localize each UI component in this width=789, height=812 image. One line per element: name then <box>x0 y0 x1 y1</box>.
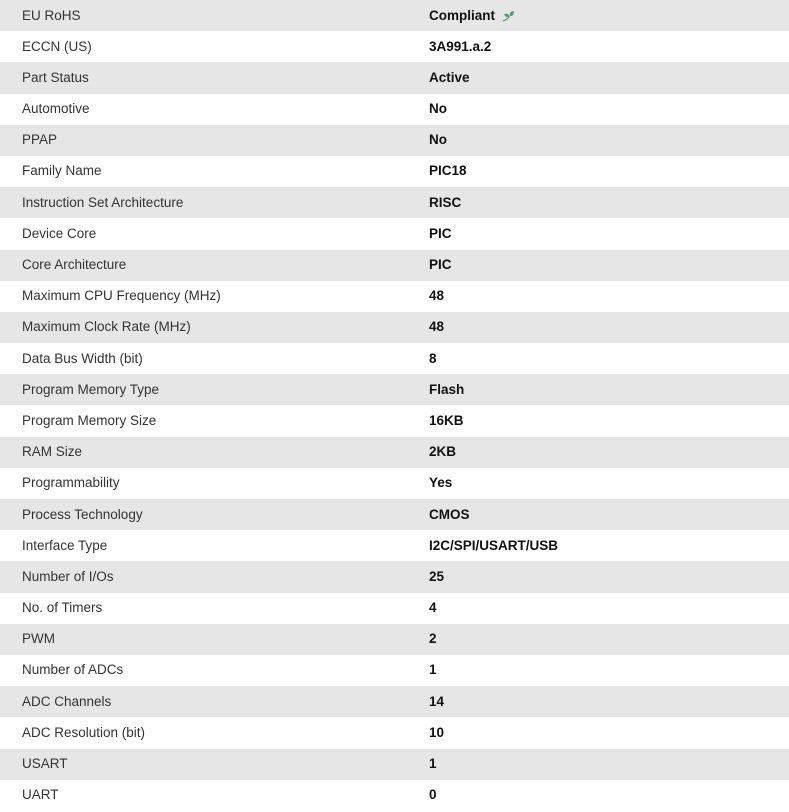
value-wrapper <box>429 413 789 429</box>
value-wrapper <box>429 132 789 148</box>
table-row <box>0 468 789 499</box>
table-row <box>0 749 789 780</box>
attribute-name-cell: Program Memory Type <box>22 381 160 397</box>
table-row <box>0 94 789 125</box>
attribute-value-cell <box>407 0 789 31</box>
attribute-name-cell: Number of I/Os <box>22 568 114 584</box>
attribute-name-cell: EU RoHS <box>22 7 81 23</box>
attribute-name-cell: Maximum Clock Rate (MHz) <box>22 319 191 335</box>
table-row <box>0 655 789 686</box>
attribute-name-cell: Part Status <box>22 69 89 85</box>
value-wrapper <box>429 725 789 741</box>
attribute-name-cell: Instruction Set Architecture <box>22 194 184 210</box>
attribute-value-cell <box>407 31 789 62</box>
leaf-icon <box>502 9 517 22</box>
attribute-value-text: 1 <box>429 756 437 771</box>
attribute-value-text: Active <box>429 69 470 85</box>
attribute-value-text: No <box>429 132 447 148</box>
value-wrapper <box>429 101 789 117</box>
table-row <box>0 374 789 405</box>
value-wrapper <box>429 319 789 335</box>
attribute-name-cell: Program Memory Size <box>22 412 157 428</box>
attribute-name-cell: PWM <box>22 631 55 647</box>
table-row <box>0 312 789 343</box>
attribute-name-cell: ECCN (US) <box>22 38 92 54</box>
attribute-value-text: 14 <box>429 693 445 709</box>
attribute-name-cell: Family Name <box>22 163 102 179</box>
attribute-value-cell <box>407 343 789 374</box>
attribute-value-cell <box>407 437 789 468</box>
attribute-value-cell <box>407 187 789 218</box>
attribute-name-cell: Maximum CPU Frequency (MHz) <box>22 288 221 304</box>
attribute-value-cell <box>407 62 789 93</box>
table-row <box>0 561 789 592</box>
attribute-name-cell: Data Bus Width (bit) <box>22 350 143 366</box>
value-wrapper <box>429 8 789 24</box>
table-row <box>0 281 789 312</box>
table-row <box>0 405 789 436</box>
value-wrapper <box>429 195 789 211</box>
value-wrapper <box>429 257 789 273</box>
attribute-value-cell <box>407 281 789 312</box>
table-row <box>0 31 789 62</box>
table-row <box>0 156 789 187</box>
attribute-value-text: 3A991.a.2 <box>429 38 492 54</box>
value-wrapper <box>429 351 789 367</box>
attribute-name-cell: Device Core <box>22 225 97 241</box>
attribute-value-text: 48 <box>429 288 445 304</box>
attribute-value-cell <box>407 405 789 436</box>
value-wrapper <box>429 694 789 710</box>
value-wrapper <box>429 538 789 554</box>
value-wrapper <box>429 382 789 398</box>
attribute-value-text: 2KB <box>429 444 457 460</box>
attribute-name-cell: USART <box>22 756 68 771</box>
table-row <box>0 780 789 811</box>
attribute-value-text: Compliant <box>429 7 495 23</box>
table-row <box>0 250 789 281</box>
attribute-name-cell: Programmability <box>22 475 120 491</box>
attribute-value-cell <box>407 499 789 530</box>
attribute-name-cell: Core Architecture <box>22 257 127 272</box>
value-wrapper <box>429 163 789 179</box>
attribute-value-cell <box>407 250 789 281</box>
value-wrapper <box>429 70 789 86</box>
attribute-value-cell <box>407 686 789 717</box>
attribute-value-cell <box>407 530 789 561</box>
table-row <box>0 343 789 374</box>
attribute-value-text: 16KB <box>429 412 464 428</box>
table-row <box>0 437 789 468</box>
attribute-value-text: I2C/SPI/USART/USB <box>429 537 559 553</box>
attribute-name-cell: ADC Channels <box>22 693 112 709</box>
attribute-value-text: PIC18 <box>429 163 467 179</box>
table-row <box>0 62 789 93</box>
table-row <box>0 530 789 561</box>
attribute-value-cell <box>407 717 789 748</box>
attribute-name-cell: Automotive <box>22 101 90 117</box>
attribute-value-text: 48 <box>429 319 445 335</box>
attribute-value-text: RISC <box>429 194 462 210</box>
value-wrapper <box>429 39 789 55</box>
value-wrapper <box>429 507 789 523</box>
attribute-value-cell <box>407 156 789 187</box>
table-row <box>0 624 789 655</box>
value-wrapper <box>429 288 789 304</box>
table-row <box>0 187 789 218</box>
value-wrapper <box>429 662 789 678</box>
attribute-value-text: 0 <box>429 787 437 803</box>
table-row <box>0 499 789 530</box>
value-wrapper <box>429 444 789 460</box>
value-wrapper <box>429 631 789 647</box>
attribute-value-text: 4 <box>429 600 437 616</box>
attribute-value-cell <box>407 780 789 811</box>
attribute-name-cell: Process Technology <box>22 506 143 522</box>
attribute-value-cell <box>407 94 789 125</box>
value-wrapper <box>429 787 789 803</box>
value-wrapper <box>429 569 789 585</box>
attribute-value-text: CMOS <box>429 506 470 522</box>
attribute-value-text: No <box>429 101 447 117</box>
attribute-name-cell: No. of Timers <box>22 600 103 616</box>
table-row <box>0 593 789 624</box>
attribute-name-cell: ADC Resolution (bit) <box>22 724 146 740</box>
attribute-name-cell: Number of ADCs <box>22 662 124 678</box>
attribute-value-cell <box>407 468 789 499</box>
attribute-value-cell <box>407 655 789 686</box>
value-wrapper <box>429 475 789 491</box>
attribute-value-text: Yes <box>429 475 453 491</box>
value-wrapper <box>429 226 789 242</box>
attribute-value-cell <box>407 312 789 343</box>
attribute-name-cell: PPAP <box>22 132 58 148</box>
attribute-value-cell <box>407 593 789 624</box>
table-row <box>0 717 789 748</box>
attribute-name-cell: Interface Type <box>22 537 108 553</box>
attribute-value-text: 2 <box>429 631 437 647</box>
attribute-value-cell <box>407 749 789 780</box>
attribute-value-cell <box>407 561 789 592</box>
table-row <box>0 686 789 717</box>
attribute-value-text: 8 <box>429 350 437 366</box>
attribute-value-text: Flash <box>429 381 465 397</box>
attribute-value-cell <box>407 374 789 405</box>
table-row <box>0 0 789 31</box>
attribute-value-text: 10 <box>429 724 445 740</box>
attribute-name-cell: UART <box>22 787 59 803</box>
attribute-value-cell <box>407 624 789 655</box>
attribute-value-cell <box>407 218 789 249</box>
table-row <box>0 218 789 249</box>
table-row <box>0 125 789 156</box>
attribute-name-cell: RAM Size <box>22 444 83 460</box>
attribute-value-text: 1 <box>429 662 437 678</box>
attribute-value-cell <box>407 125 789 156</box>
attribute-value-text: 25 <box>429 568 445 584</box>
value-wrapper <box>429 756 789 772</box>
attribute-value-text: PIC <box>429 225 452 241</box>
attribute-value-text: PIC <box>429 257 452 272</box>
value-wrapper <box>429 600 789 616</box>
